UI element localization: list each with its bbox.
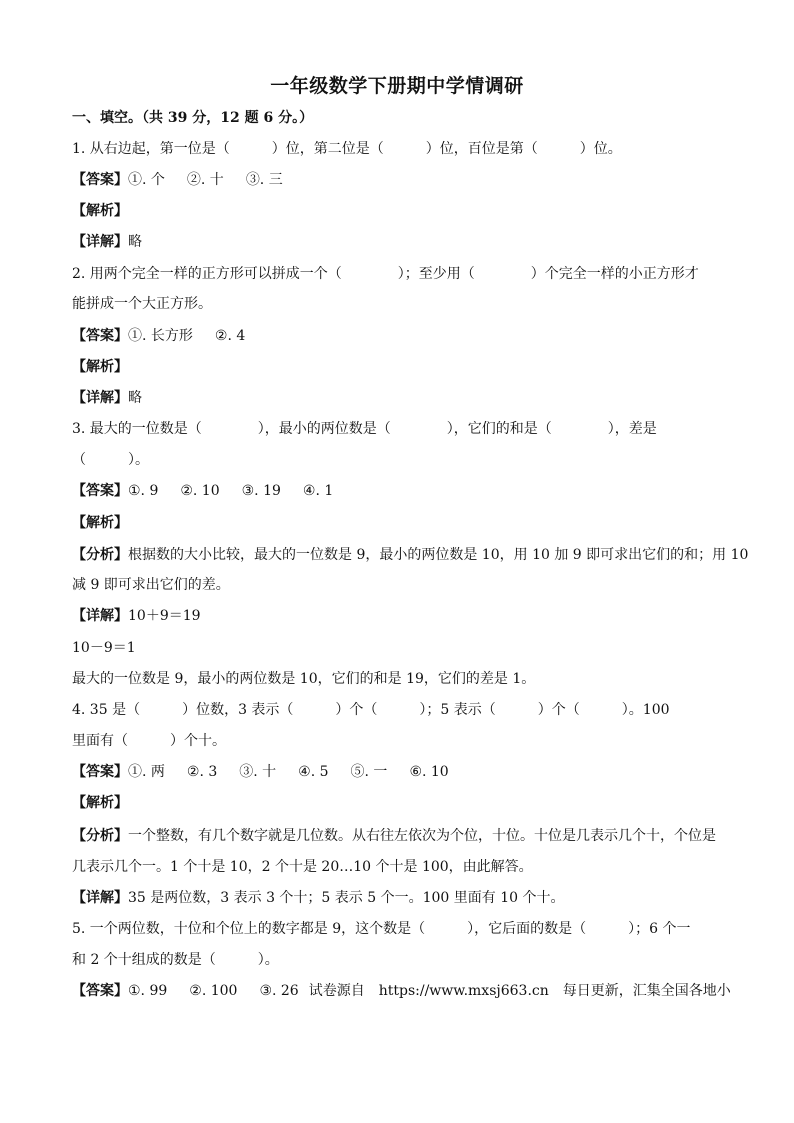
analysis-tag: 【解析】 xyxy=(72,359,128,375)
question-3-line-2: （ ）。 xyxy=(72,452,149,468)
answer-item: ③. 19 xyxy=(241,483,281,499)
analysis-row-4-cont: 几表示几个一。1 个十是 10，2 个十是 20…10 个十是 100，由此解答。 xyxy=(72,859,533,875)
detail-row-2 xyxy=(72,388,142,408)
question-2-line-1: 2. 用两个完全一样的正方形可以拼成一个（ ）；至少用（ ）个完全一样的小正方形才 xyxy=(72,266,699,282)
question-5-line-1: 5. 一个两位数，十位和个位上的数字都是 9，这个数是（ ），它后面的数是（ ）；6 个一 xyxy=(72,921,691,937)
analysis-tag: 【解析】 xyxy=(72,515,128,531)
answer-item: ①. 9 xyxy=(128,483,159,499)
detail-row-4 xyxy=(72,888,564,908)
page-title: 一年级数学下册期中学情调研 xyxy=(270,75,524,97)
detail-text: 10＋9＝19 xyxy=(128,608,201,624)
answer-item: ④. 1 xyxy=(302,483,334,499)
section-heading: 一、填空。（共 39 分，12 题 6 分。） xyxy=(72,110,314,126)
answer-row-3 xyxy=(72,481,355,501)
answer-row-4 xyxy=(72,762,471,782)
detail-tag: 【详解】 xyxy=(72,390,128,406)
detail-row-3-line-3: 最大的一位数是 9，最小的两位数是 10，它们的和是 19，它们的差是 1。 xyxy=(72,671,536,687)
question-1: 1. 从右边起，第一位是（ ）位，第二位是（ ）位，百位是第（ ）位。 xyxy=(72,141,622,157)
answer-tag: 【答案】 xyxy=(72,328,128,344)
analysis-text: 根据数的大小比较，最大的一位数是 9，最小的两位数是 10，用 10 加 9 即可求出它们的和；用 10 xyxy=(128,547,749,563)
answer-item: ②. 100 xyxy=(189,983,238,999)
answer-item: ②. 3 xyxy=(186,764,218,780)
analysis-row-3 xyxy=(72,545,748,565)
answer-row-2 xyxy=(72,326,267,346)
question-3-line-1: 3. 最大的一位数是（ ），最小的两位数是（ ），它们的和是（ ），差是 xyxy=(72,421,657,437)
answer-item: ④. 5 xyxy=(298,764,329,780)
answer-tag: 【答案】 xyxy=(72,172,128,188)
source-note: 试卷源自 https://www.mxsj663.cn 每日更新，汇集全国各地小 xyxy=(308,983,731,999)
question-4-line-2: 里面有（ ）个十。 xyxy=(72,733,226,749)
detail-text: 略 xyxy=(128,390,142,406)
answer-item: ②. 十 xyxy=(186,172,224,188)
question-5-line-2: 和 2 个十组成的数是（ ）。 xyxy=(72,952,279,968)
answer-item: ①. 长方形 xyxy=(128,328,193,344)
answer-item: ③. 三 xyxy=(245,172,283,188)
answer-item: ①. 个 xyxy=(128,172,165,188)
analysis-tag: 【解析】 xyxy=(72,795,128,811)
detail-tag: 【详解】 xyxy=(72,890,128,906)
answer-item: ①. 两 xyxy=(128,764,165,780)
answer-row-1 xyxy=(72,170,305,190)
answer-row-5 xyxy=(72,981,731,1001)
answer-item: ⑥. 10 xyxy=(409,764,449,780)
answer-item: ①. 99 xyxy=(128,983,168,999)
answer-tag: 【答案】 xyxy=(72,483,128,499)
answer-item: ②. 10 xyxy=(180,483,220,499)
detail-tag: 【详解】 xyxy=(72,608,128,624)
answer-item: ②. 4 xyxy=(214,328,246,344)
detail-text: 略 xyxy=(128,234,142,250)
analysis-row-3-cont: 减 9 即可求出它们的差。 xyxy=(72,577,230,593)
question-4-line-1: 4. 35 是（ ）位数，3 表示（ ）个（ ）；5 表示（ ）个（ ）。100 xyxy=(72,702,670,718)
answer-item: ③. 26 xyxy=(259,983,299,999)
analysis-text: 一个整数，有几个数字就是几位数。从右往左依次为个位，十位。十位是几表示几个十，个位是 xyxy=(128,828,716,844)
analysis-tag: 【解析】 xyxy=(72,203,128,219)
answer-tag: 【答案】 xyxy=(72,983,128,999)
detail-tag: 【详解】 xyxy=(72,234,128,250)
answer-item: ⑤. 一 xyxy=(350,764,388,780)
fenxi-tag: 【分析】 xyxy=(72,828,128,844)
answer-item: ③. 十 xyxy=(239,764,277,780)
question-2-line-2: 能拼成一个大正方形。 xyxy=(72,296,212,312)
detail-row-3-line-2: 10－9＝1 xyxy=(72,640,136,656)
fenxi-tag: 【分析】 xyxy=(72,547,128,563)
analysis-row-4 xyxy=(72,826,716,846)
detail-row-1 xyxy=(72,232,142,252)
answer-tag: 【答案】 xyxy=(72,764,128,780)
detail-row-3 xyxy=(72,606,201,626)
detail-text: 35 是两位数，3 表示 3 个十；5 表示 5 个一。100 里面有 10 个十。 xyxy=(128,890,565,906)
